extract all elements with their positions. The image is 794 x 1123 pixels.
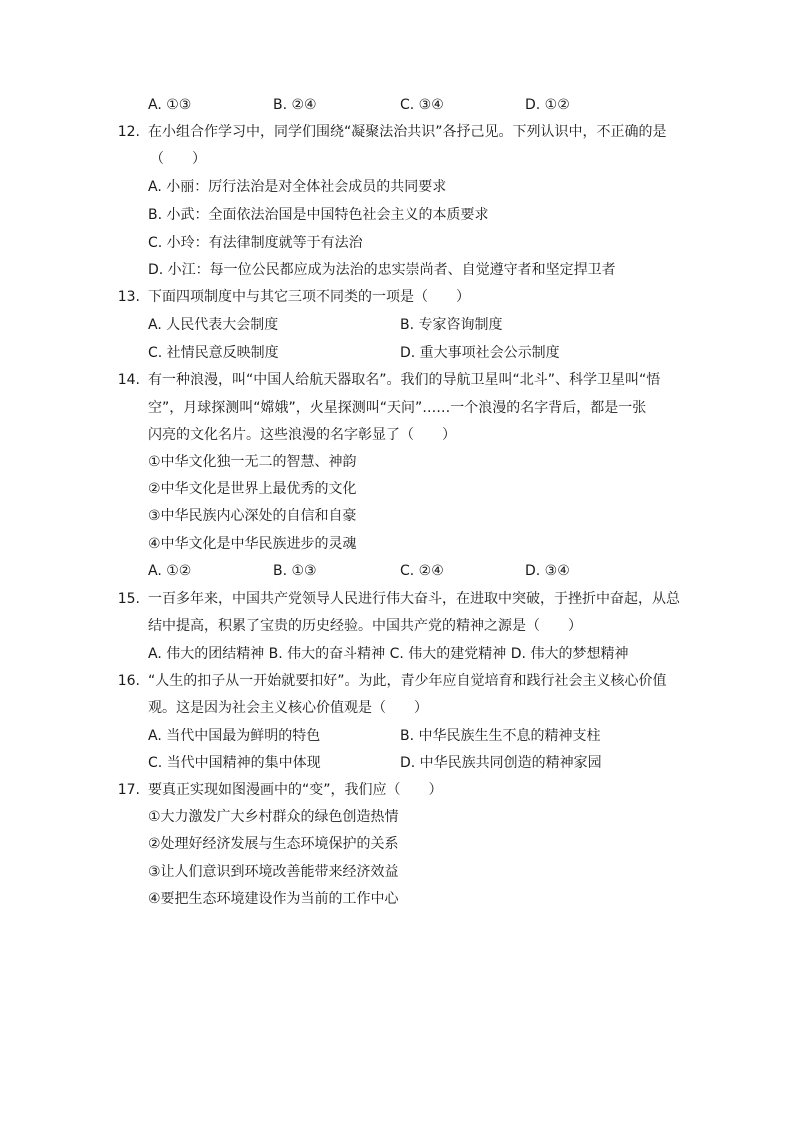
q16-option-d: D. 中华民族共同创造的精神家园 (400, 755, 602, 771)
question-stem: 空”，月球探测叫“嫦娥”，火星探测叫“天问”……一个浪漫的名字背后，都是一张 (148, 400, 647, 416)
q13-option-a: A. 人民代表大会制度 (148, 317, 279, 333)
q13-option-d: D. 重大事项社会公示制度 (400, 345, 560, 361)
q17-statement-3: ③让人们意识到环境改善能带来经济效益 (148, 864, 399, 880)
question-stem: 一百多年来，中国共产党领导人民进行伟大奋斗，在进取中突破，于挫折中奋起，从总 (148, 591, 680, 607)
q16-option-b: B. 中华民族生生不息的精神支柱 (400, 728, 601, 744)
q13-option-c: C. 社情民意反映制度 (148, 345, 279, 361)
q14-option-a: A. ①② (148, 563, 192, 579)
question-stem: 要真正实现如图漫画中的“变”，我们应（ ） (148, 782, 443, 798)
question-stem: 闪亮的文化名片。这些浪漫的名字彰显了（ ） (148, 427, 456, 443)
q14-statement-4: ④中华文化是中华民族进步的灵魂 (148, 536, 357, 552)
q11-option-c: C. ③④ (400, 97, 444, 113)
q16-option-c: C. 当代中国精神的集中体现 (148, 755, 321, 771)
q11-option-a: A. ①③ (148, 97, 192, 113)
q14-option-d: D. ③④ (525, 563, 570, 579)
question-number: 17. (117, 782, 140, 798)
q15-options: A. 伟大的团结精神 B. 伟大的奋斗精神 C. 伟大的建党精神 D. 伟大的梦想精神 (148, 646, 629, 662)
q11-option-b: B. ②④ (273, 97, 317, 113)
q14-option-b: B. ①③ (273, 563, 317, 579)
question-stem: 观。这是因为社会主义核心价值观是（ ） (148, 700, 428, 716)
question-number: 13. (117, 289, 140, 305)
question-number: 12. (117, 124, 140, 140)
q11-option-d: D. ①② (525, 97, 570, 113)
question-number: 14. (117, 372, 140, 388)
question-stem: 下面四项制度中与其它三项不同类的一项是（ ） (148, 289, 470, 305)
question-stem: （ ） (150, 151, 206, 167)
question-stem: 在小组合作学习中，同学们围绕“凝聚法治共识”各抒己见。下列认识中，不正确的是 (148, 124, 667, 140)
q12-option-b: B. 小武：全面依法治国是中国特色社会主义的本质要求 (148, 207, 489, 223)
q14-statement-1: ①中华文化独一无二的智慧、神韵 (148, 454, 357, 470)
q14-statement-2: ②中华文化是世界上最优秀的文化 (148, 481, 357, 497)
q12-option-d: D. 小江：每一位公民都应成为法治的忠实崇尚者、自觉遵守者和坚定捍卫者 (148, 262, 616, 278)
q12-option-a: A. 小丽：厉行法治是对全体社会成员的共同要求 (148, 179, 447, 195)
q13-option-b: B. 专家咨询制度 (400, 317, 503, 333)
q17-statement-2: ②处理好经济发展与生态环境保护的关系 (148, 836, 399, 852)
q12-option-c: C. 小玲：有法律制度就等于有法治 (148, 235, 363, 251)
question-stem: “人生的扣子从一开始就要扣好”。为此，青少年应自觉培育和践行社会主义核心价值 (148, 673, 667, 689)
question-number: 16. (117, 673, 140, 689)
q14-option-c: C. ②④ (400, 563, 444, 579)
q17-statement-1: ①大力激发广大乡村群众的绿色创造热情 (148, 809, 399, 825)
q16-option-a: A. 当代中国最为鲜明的特色 (148, 728, 321, 744)
question-number: 15. (117, 591, 140, 607)
question-stem: 结中提高，积累了宝贵的历史经验。中国共产党的精神之源是（ ） (148, 618, 582, 634)
q14-statement-3: ③中华民族内心深处的自信和自豪 (148, 508, 357, 524)
question-stem: 有一种浪漫，叫“中国人给航天器取名”。我们的导航卫星叫“北斗”、科学卫星叫“悟 (148, 372, 661, 388)
q17-statement-4: ④要把生态环境建设作为当前的工作中心 (148, 891, 399, 907)
